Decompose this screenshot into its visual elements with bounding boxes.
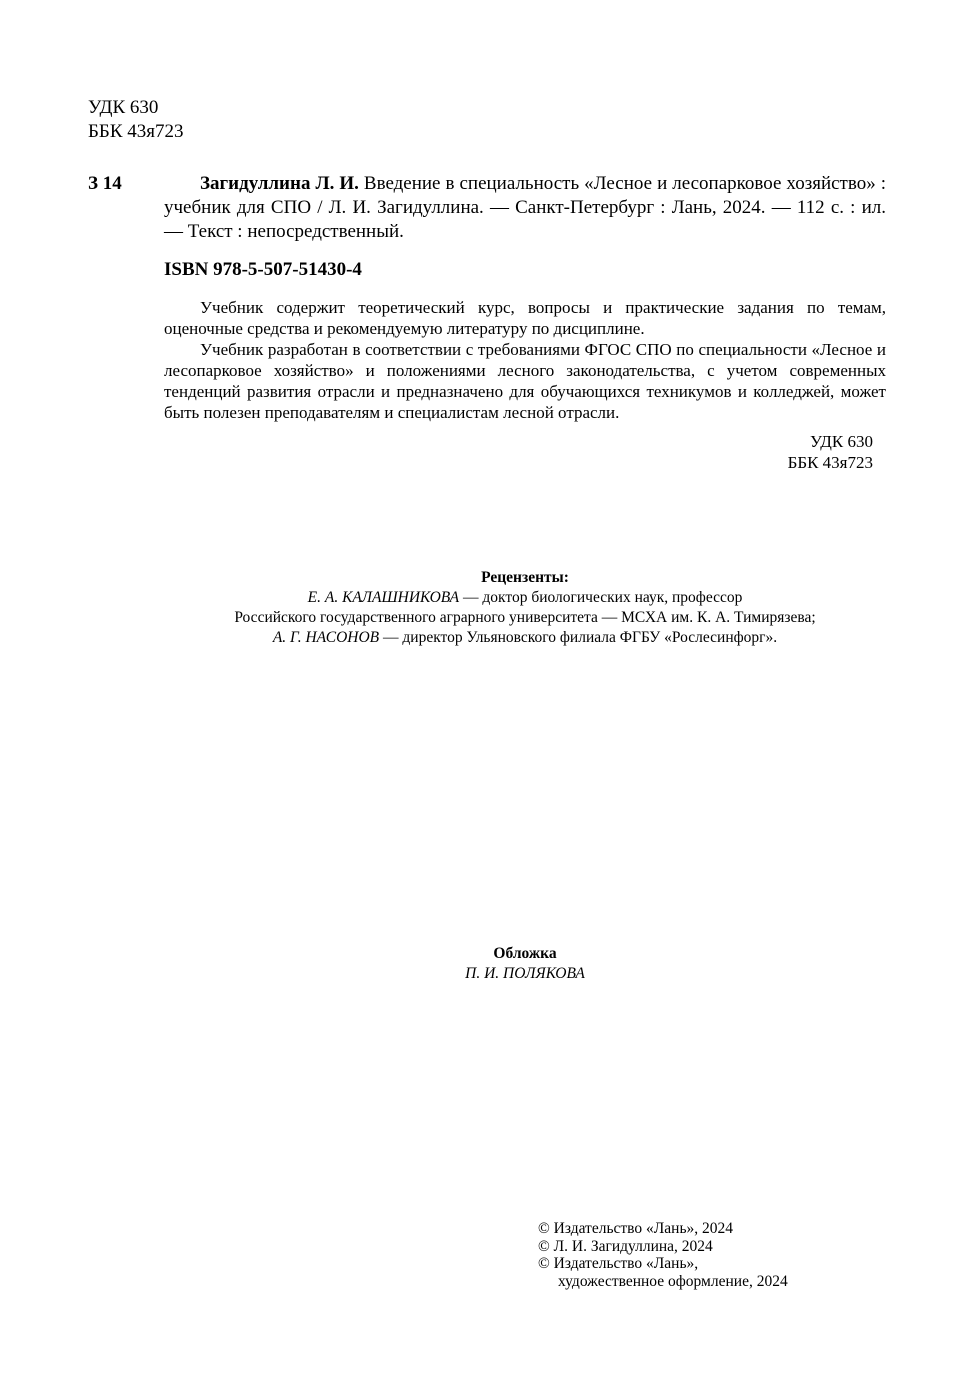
copyright-line: © Издательство «Лань»,: [538, 1255, 699, 1272]
annotation-paragraph-2: Учебник разработан в соответствии с требованиями ФГОС СПО по специальности «Лесное и лесопарковое хозяйство» и положениями лесного законодательства, с учетом современных тенденций развития отрасли и предназначено для обучающихся техникумов и колледжей, может быть полезен преподавателям и специалистам лесной отрасли.: [164, 340, 886, 422]
udk-code-right: УДК 630: [809, 432, 873, 451]
reviewers-block: [0, 568, 976, 648]
annotation: [164, 297, 886, 423]
author-name: Загидуллина Л. И.: [200, 173, 359, 194]
author-mark: З 14: [88, 173, 122, 194]
copyright-line: © Л. И. Загидуллина, 2024: [538, 1237, 713, 1255]
isbn: ISBN 978-5-507-51430-4: [164, 259, 362, 280]
reviewers-title: Рецензенты:: [481, 569, 569, 586]
reviewer-1-name: Е. А. КАЛАШНИКОВА: [307, 589, 460, 606]
udk-block-top: [88, 96, 183, 144]
bbk-code-right: ББК 43я723: [787, 453, 873, 472]
reviewer-1-org: Российского государственного аграрного университета — МСХА им. К. А. Тимирязева;: [234, 609, 816, 626]
bibliographic-record: [164, 172, 886, 244]
udk-code: УДК 630: [88, 97, 159, 118]
bibliographic-text: Введение в специальность «Лесное и лесопарковое хозяйство» : учебник для СПО / Л. И. Загидуллина. — Санкт-Петербург : Лань, 2024. — 112 с. : ил. — Текст : непосредственный.: [164, 173, 886, 242]
cover-credit: [0, 944, 976, 984]
reviewer-1: [0, 588, 976, 608]
cover-designer: П. И. ПОЛЯКОВА: [465, 965, 585, 982]
reviewer-2-desc: — директор Ульяновского филиала ФГБУ «Рослесинфорг».: [379, 629, 778, 646]
reviewer-2: [0, 628, 976, 648]
reviewer-1-desc: — доктор биологических наук, профессор: [459, 589, 743, 606]
udk-block-right: [740, 431, 873, 473]
copyright-block: [538, 1220, 788, 1290]
cover-title: Обложка: [493, 945, 557, 962]
reviewer-2-name: А. Г. НАСОНОВ: [272, 629, 380, 646]
copyright-line: художественное оформление, 2024: [558, 1272, 788, 1290]
copyright-line: © Издательство «Лань», 2024: [538, 1220, 734, 1237]
annotation-paragraph-1: Учебник содержит теоретический курс, вопросы и практические задания по темам, оценочные средства и рекомендуемую литературу по дисциплине.: [164, 298, 886, 338]
bbk-code: ББК 43я723: [88, 121, 184, 142]
